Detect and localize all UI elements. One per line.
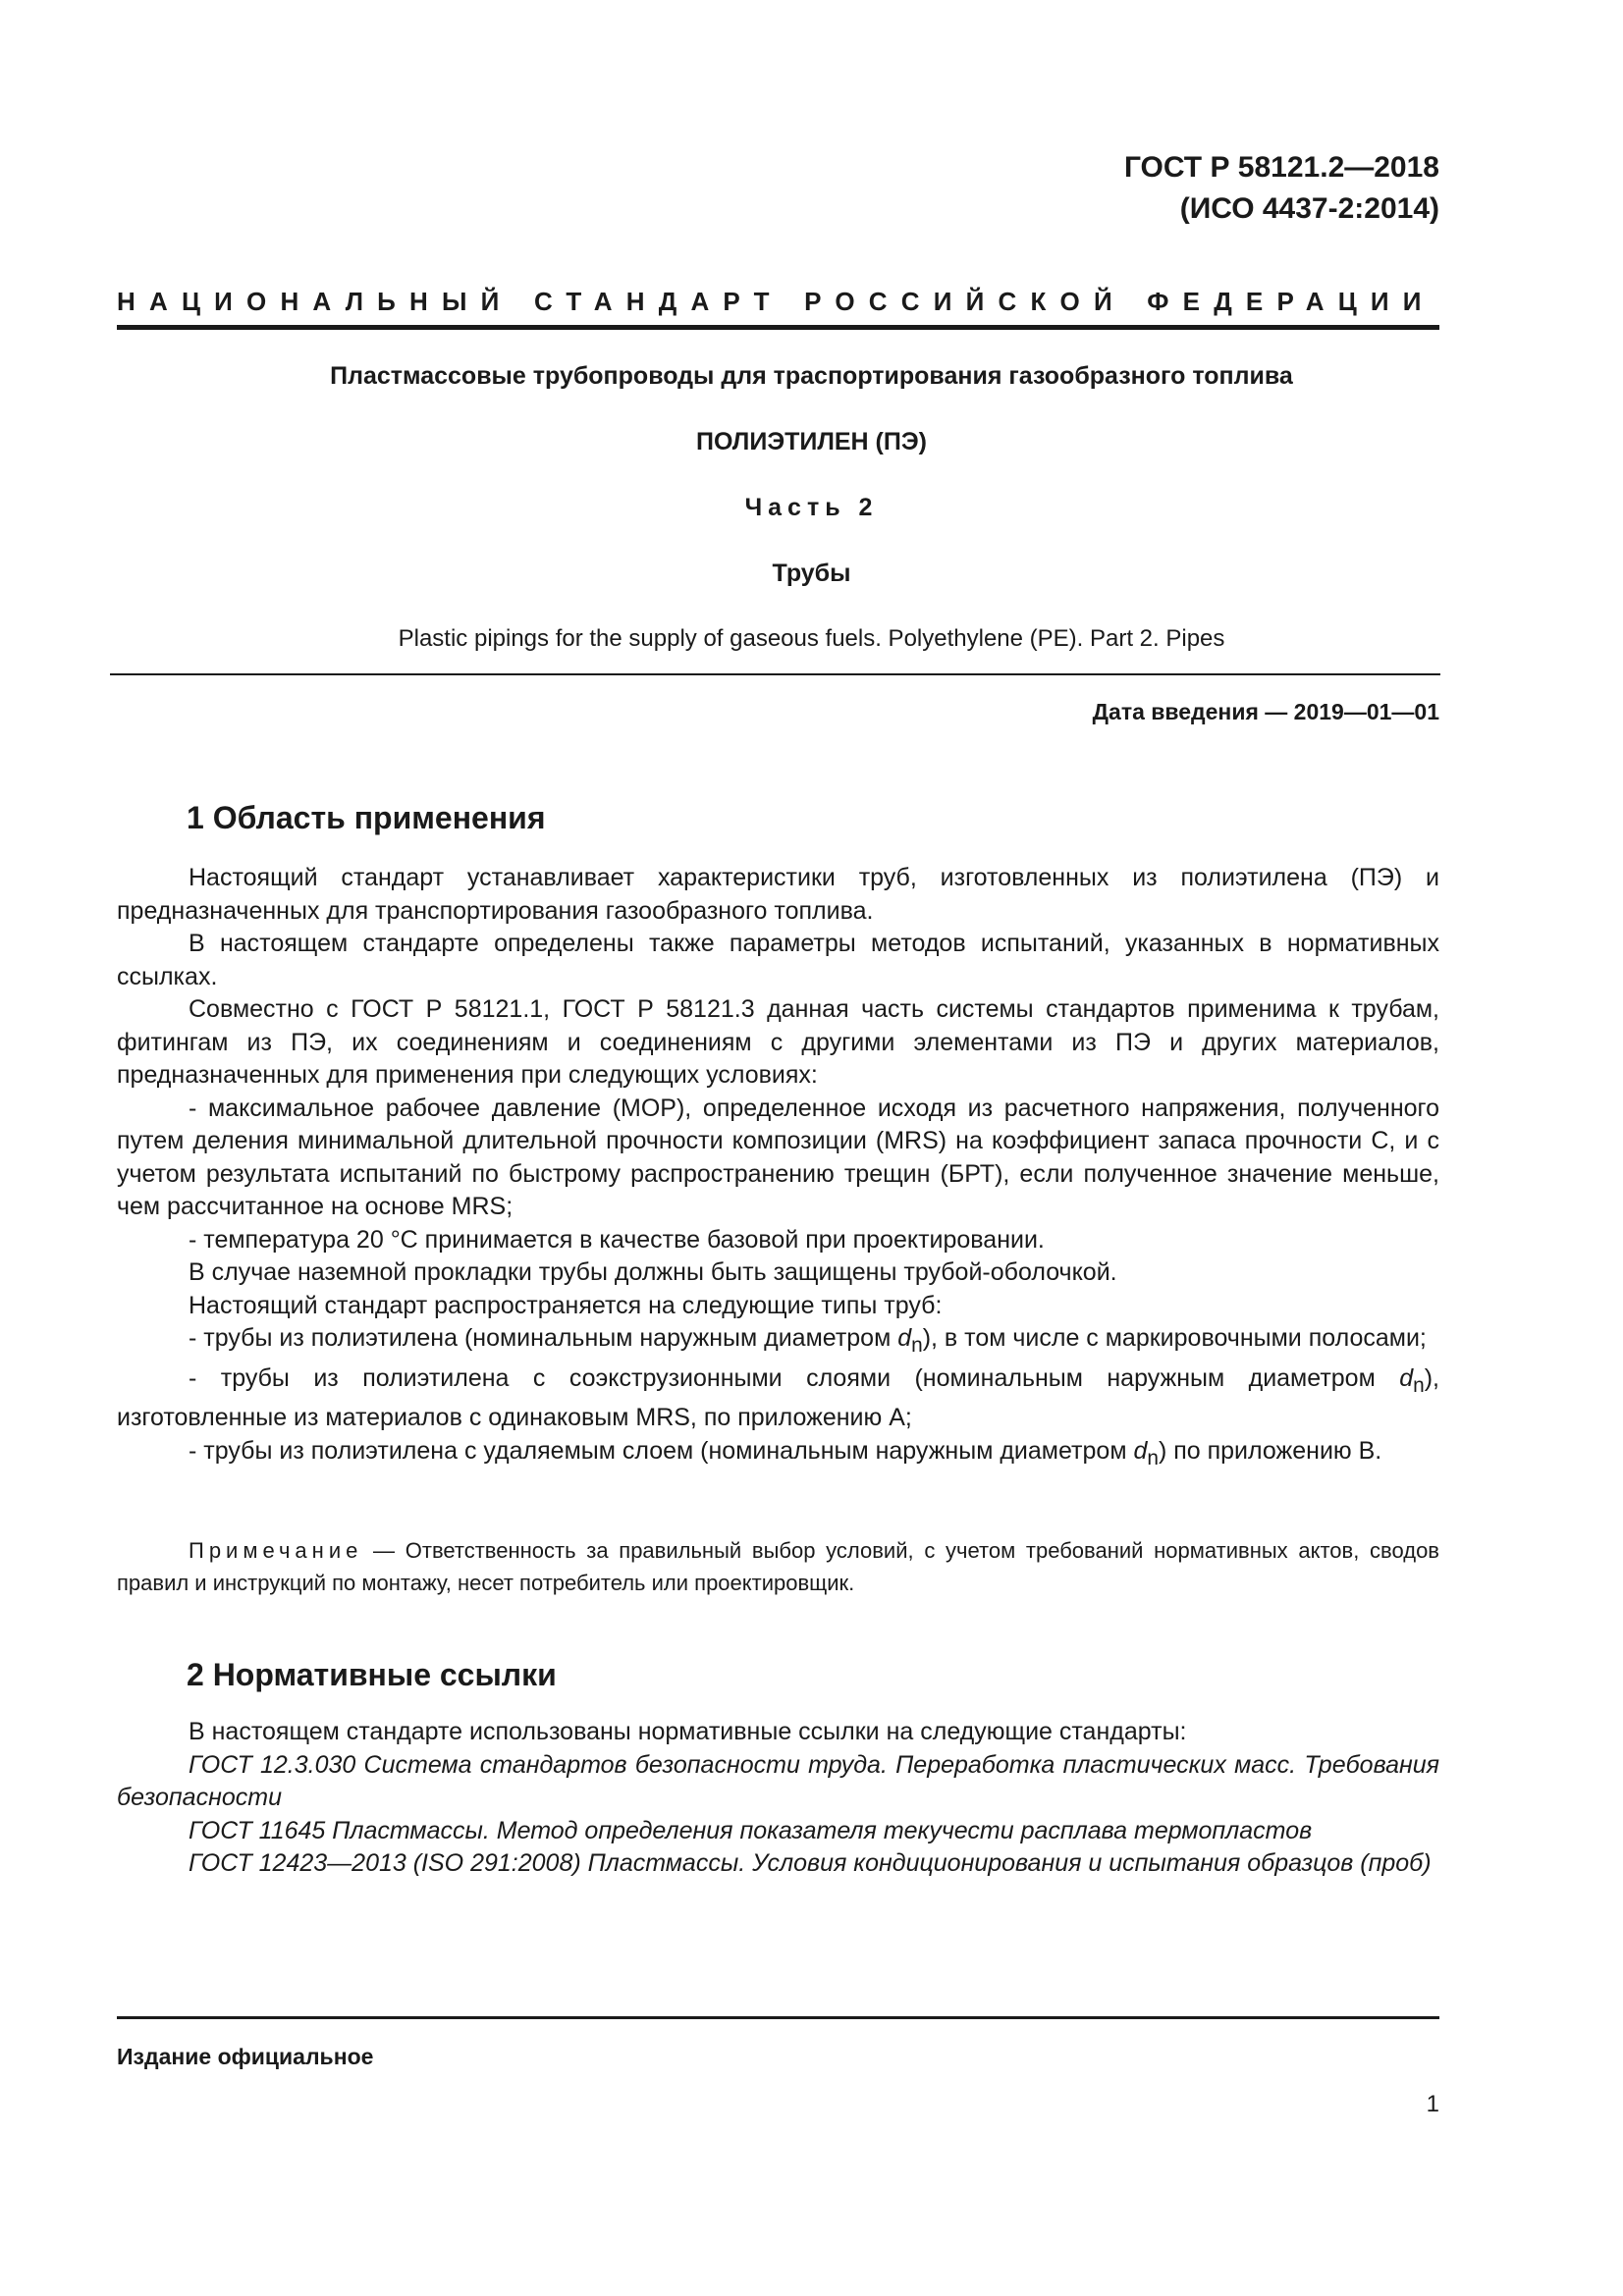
reference-item: ГОСТ 12.3.030 Система стандартов безопасности труда. Переработка пластических масс. Требования безопасности <box>117 1750 1439 1811</box>
list-item <box>117 1362 1439 1435</box>
symbol-d: d <box>1133 1436 1148 1465</box>
section-1-heading: 1 Область применения <box>187 800 546 835</box>
text-run: - трубы из полиэтилена (номинальным наружным диаметром <box>189 1324 898 1352</box>
paragraph: В случае наземной прокладки трубы должны быть защищены трубой-оболочкой. <box>189 1258 1117 1286</box>
list-item: - температура 20 °С принимается в качестве базовой при проектировании. <box>189 1225 1045 1254</box>
paragraph: Настоящий стандарт устанавливает характеристики труб, изготовленных из полиэтилена (ПЭ) и предназначенных для транспортирования газообразного топлива. <box>117 864 1439 925</box>
reference-item: ГОСТ 12423—2013 (ISO 291:2008) Пластмассы. Условия кондиционирования и испытания образцов (проб) <box>189 1849 1432 1877</box>
title-material: ПОЛИЭТИЛЕН (ПЭ) <box>696 428 927 455</box>
note <box>117 1534 1439 1599</box>
title-subject: Трубы <box>772 560 851 587</box>
title-english: Plastic pipings for the supply of gaseous fuels. Polyethylene (PE). Part 2. Pipes <box>398 625 1225 652</box>
paragraph: В настоящем стандарте использованы нормативные ссылки на следующие стандарты: <box>189 1718 1187 1745</box>
list-item <box>117 1435 1439 1475</box>
text-run: - трубы из полиэтилена с удаляемым слоем (номинальным наружным диаметром <box>189 1436 1134 1465</box>
iso-reference: (ИСО 4437-2:2014) <box>1179 192 1439 225</box>
title-main: Пластмассовые трубопроводы для траспортирования газообразного топлива <box>330 362 1293 390</box>
symbol-d: d <box>897 1324 912 1352</box>
section-1-body <box>117 862 1439 1474</box>
title-part: Часть 2 <box>744 494 879 521</box>
note-text: — Ответственность за правильный выбор условий, с учетом требований нормативных актов, сводов правил и инструкций по монтажу, несет потребитель или проектировщик. <box>117 1538 1439 1595</box>
national-standard-banner: НАЦИОНАЛЬНЫЙ СТАНДАРТ РОССИЙСКОЙ ФЕДЕРАЦИИ <box>117 287 1435 316</box>
list-item: - максимальное рабочее давление (МОР), определенное исходя из расчетного напряжения, полученного путем деления минимальной длительной прочности композиции (MRS) на коэффициент запаса прочности С, и с учетом результата испытаний по быстрому распространению трещин (БРТ), если полученное значение меньше, чем рассчитанное на основе MRS; <box>117 1094 1439 1220</box>
text-run: ), в том числе с маркировочными полосами; <box>922 1324 1427 1352</box>
paragraph: Настоящий стандарт распространяется на следующие типы труб: <box>189 1291 943 1319</box>
list-item <box>117 1322 1439 1362</box>
introduction-date: Дата введения — 2019—01—01 <box>1092 699 1439 724</box>
text-run: - трубы из полиэтилена с соэкструзионными слоями (номинальным наружным диаметром <box>189 1363 1400 1392</box>
section-2-heading: 2 Нормативные ссылки <box>187 1657 557 1692</box>
symbol-subscript: n <box>1413 1373 1425 1397</box>
footer-rule <box>117 2016 1439 2019</box>
text-run: ) по приложению В. <box>1158 1436 1382 1465</box>
official-edition: Издание официальное <box>117 2044 374 2069</box>
symbol-subscript: n <box>911 1334 923 1357</box>
section-2-body <box>117 1716 1439 1881</box>
paragraph: В настоящем стандарте определены также параметры методов испытаний, указанных в нормативных ссылках. <box>117 930 1439 990</box>
banner-rule <box>117 325 1439 330</box>
text-run: ), изготовленные из материалов с одинаковым MRS, по приложению А; <box>117 1363 1439 1431</box>
page-number: 1 <box>1426 2091 1439 2117</box>
document-number: ГОСТ Р 58121.2—2018 <box>1123 151 1439 184</box>
note-label: Примечание <box>189 1538 363 1563</box>
document-number-block <box>1124 147 1439 230</box>
paragraph: Совместно с ГОСТ Р 58121.1, ГОСТ Р 58121.3 данная часть системы стандартов применима к трубам, фитингам из ПЭ, их соединениям и соединениям с другими элементами из ПЭ и других материалов, предназначенных для применения при следующих условиях: <box>117 995 1439 1089</box>
reference-item: ГОСТ 11645 Пластмассы. Метод определения показателя текучести расплава термопластов <box>189 1816 1313 1844</box>
title-rule <box>110 673 1440 675</box>
symbol-subscript: n <box>1147 1446 1159 1469</box>
symbol-d: d <box>1399 1363 1414 1392</box>
